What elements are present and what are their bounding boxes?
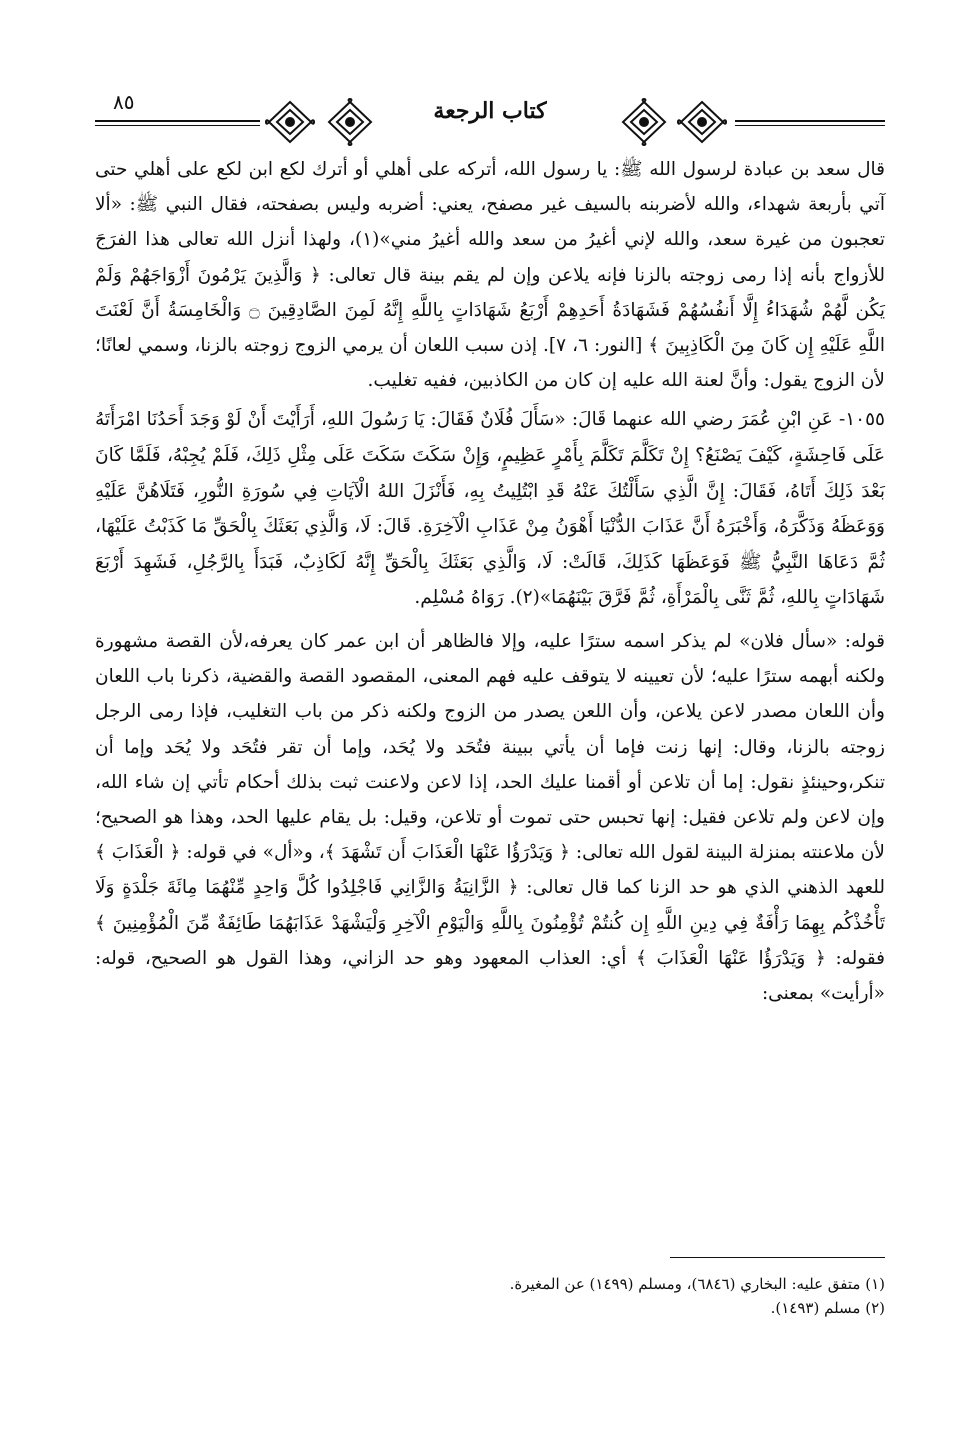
- paragraph-commentary: قوله: «سأل فلان» لم يذكر اسمه سترًا عليه، وإلا فالظاهر أن ابن عمر كان يعرفه،لأن القصة مشهورة ولكنه أبهمه سترًا عليه؛ لأن تعيينه لا يتوقف عليه فهم المعنى، المقصود القصة والقضية، ذكرنا باب اللعان وأن اللعان مصدر لاعن يلاعن، وأن اللعن يصدر من الزوج ولكنه ذكر من باب التغليب، فإذا رمى الرجل زوجته بالزنا، وقال: إنها زنت فإما أن يأتي ببينة فتُحَد ولا يُحَد، وإما أن تقر فتُحَد ولا يُحَد وإما أن تنكر،وحينئذٍ نقول: إما أن تلاعن أو أقمنا عليك الحد، إذا لاعن ولاعنت ثبت بذلك أحكام تأتي إن شاء الله، وإن لاعن ولم تلاعن فقيل: إنها تحبس حتى تموت أو تلاعن، وقيل: بل يقام عليها الحد، وهذا هو الصحيح؛لأن ملاعنته بمنزلة البينة لقول الله تعالى: ﴿ وَيَدْرَؤُا عَنْهَا الْعَذَابَ أَن تَشْهَدَ ﴾، و«أل» في قوله: ﴿ الْعَذَابَ ﴾ للعهد الذهني الذي هو حد الزنا كما قال تعالى: ﴿ الزَّانِيَةُ وَالزَّانِي فَاجْلِدُوا كُلَّ وَاحِدٍ مِّنْهُمَا مِائَةَ جَلْدَةٍ وَلَا تَأْخُذْكُم بِهِمَا رَأْفَةٌ فِي دِينِ اللَّهِ إِن كُنتُمْ تُؤْمِنُونَ بِاللَّهِ وَالْيَوْمِ الْآخِرِ وَلْيَشْهَدْ عَذَابَهُمَا طَائِفَةٌ مِّنَ الْمُؤْمِنِينَ ﴾ فقوله: ﴿ وَيَدْرَؤُا عَنْهَا الْعَذَابَ ﴾ أي: العذاب المعهود وهو حد الزاني، وهذا القول هو الصحيح، قوله: «أرأيت» بمعنى:: [95, 630, 885, 1005]
- header-ornament-icon: [263, 98, 317, 146]
- header-rule-left: [95, 120, 260, 122]
- page-header: [95, 80, 885, 152]
- header-ornament-icon: [675, 98, 729, 146]
- paragraph-intro: قال سعد بن عبادة لرسول الله ﷺ: يا رسول الله، أتركه على أهلي أو أترك لكع ابن لكع على أهلي حتى آتي بأربعة شهداء، والله لأضربنه بالسيف غير مصفح، يعني: أضربه وليس بصفحته، فقال النبي ﷺ: «ألا تعجبون من غيرة سعد، والله لإني أغيرُ من سعد والله أغيرُ مني»(١)، ولهذا أنزل الله تعالى هذا الفرَجَ للأزواج بأنه إذا رمى زوجته بالزنا فإنه يلاعن وإن لم يقم بينة قال تعالى: ﴿ وَالَّذِينَ يَرْمُونَ أَزْوَاجَهُمْ وَلَمْ يَكُن لَّهُمْ شُهَدَاءُ إِلَّا أَنفُسُهُمْ فَشَهَادَةُ أَحَدِهِمْ أَرْبَعُ شَهَادَاتٍ بِاللَّهِ إِنَّهُ لَمِنَ الصَّادِقِينَ ۝ وَالْخَامِسَةُ أَنَّ لَعْنَتَ اللَّهِ عَلَيْهِ إِن كَانَ مِنَ الْكَاذِبِينَ ﴾ [النور: ٦، ٧]. إذن سبب اللعان أن يرمي الزوج زوجته بالزنا، وسمي لعانًا؛ لأن الزوج يقول: وأنَّ لعنة الله عليه إن كان من الكاذبين، ففيه تغليب.: [95, 159, 885, 392]
- footnote-1: (١) متفق عليه: البخاري (٦٨٤٦)، ومسلم (١٤٩٩) عن المغيرة.: [509, 1275, 885, 1293]
- footnote-2: (٢) مسلم (١٤٩٣).: [770, 1299, 885, 1317]
- header-rule-right-thin: [735, 125, 885, 126]
- page: [95, 80, 885, 1011]
- paragraph-hadith-1055: ١٠٥٥- عَنِ ابْنِ عُمَرَ رضي الله عنهما قَالَ: «سَأَلَ فُلَانٌ فَقَالَ: يَا رَسُولَ اللهِ، أَرَأَيْتَ أَنْ لَوْ وَجَدَ أَحَدُنَا امْرَأَتَهُ عَلَى فَاحِشَةٍ، كَيْفَ يَصْنَعُ؟ إِنْ تَكَلَّمَ تَكَلَّمَ بِأَمْرٍ عَظِيمٍ، وَإِنْ سَكَتَ سَكَتَ عَلَى مِثْلِ ذَلِكَ، فَلَمْ يُجِبْهُ، فَلَمَّا كَانَ بَعْدَ ذَلِكَ أَتَاهُ، فَقَالَ: إِنَّ الَّذِي سَأَلْتُكَ عَنْهُ قَدِ ابْتُلِيتُ بِهِ، فَأَنْزَلَ اللهُ الْآيَاتِ فِي سُورَةِ النُّورِ، فَتَلَاهُنَّ عَلَيْهِ وَوَعَظَهُ وَذَكَّرَهُ، وَأَخْبَرَهُ أَنَّ عَذَابَ الدُّنْيَا أَهْوَنُ مِنْ عَذَابِ الْآخِرَةِ. قَالَ: لَا، وَالَّذِي بَعَثَكَ بِالْحَقِّ مَا كَذَبْتُ عَلَيْهَا، ثُمَّ دَعَاهَا النَّبِيُّ ﷺ فَوَعَظَهَا كَذَلِكَ، قَالَتْ: لَا، وَالَّذِي بَعَثَكَ بِالْحَقِّ إِنَّهُ لَكَاذِبٌ، فَبَدَأَ بِالرَّجُلِ، فَشَهِدَ أَرْبَعَ شَهَادَاتٍ بِاللهِ، ثُمَّ ثَنَّى بِالْمَرْأَةِ، ثُمَّ فَرَّقَ بَيْنَهُمَا»(٢). رَوَاهُ مُسْلِم.: [95, 409, 885, 609]
- footnote-divider: [670, 1257, 885, 1258]
- header-ornament-icon: [617, 98, 671, 146]
- header-ornament-icon: [323, 98, 377, 146]
- page-number: ٨٥: [113, 90, 135, 114]
- footnotes: [95, 1257, 885, 1320]
- header-rule-left-thin: [95, 125, 260, 126]
- book-title: كتاب الرجعة: [433, 98, 547, 124]
- header-rule-right: [735, 120, 885, 122]
